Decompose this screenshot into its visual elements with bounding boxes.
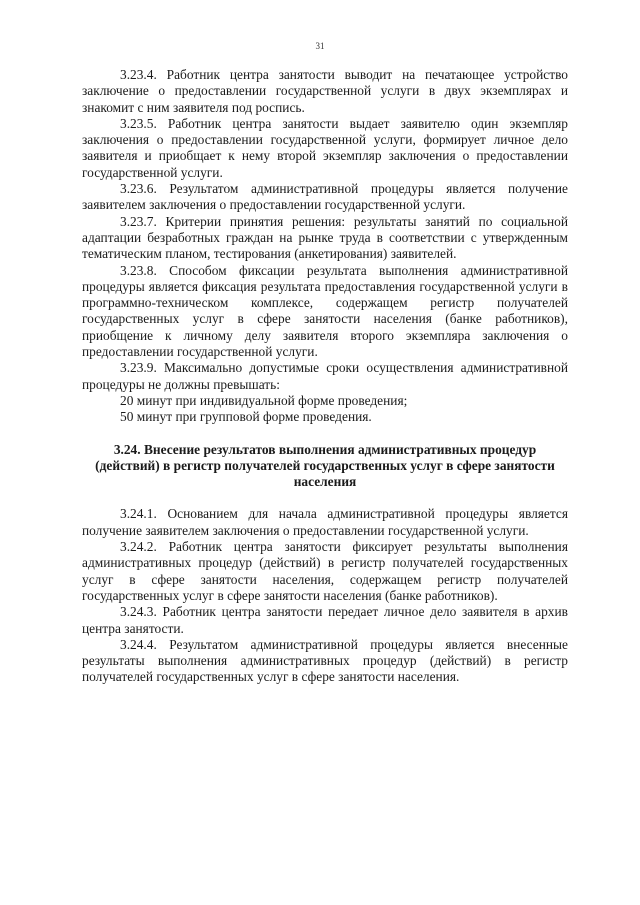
paragraph-3-23-4: 3.23.4. Работник центра занятости выводит на печатающее устройство заключение о предоставлении государственной услуги в двух экземплярах и знакомит с ним заявителя под роспись. — [82, 67, 568, 115]
spacer — [82, 490, 568, 506]
spacer — [82, 426, 568, 442]
paragraph-3-23-5: 3.23.5. Работник центра занятости выдает заявителю один экземпляр заключения о предоставлении государственной услуги, формирует личное дело заявителя и приобщает к нему второй экземпляр заключения о предоставлении государственной услуги. — [82, 115, 568, 180]
document-body — [82, 67, 568, 686]
section-heading-3-24: 3.24. Внесение результатов выполнения административных процедур (действий) в регистр получателей государственных услуг в сфере занятости населения — [95, 441, 555, 490]
paragraph-3-24-4: 3.24.4. Результатом административной процедуры является внесенные результаты выполнения административных процедур (действий) в регистр получателей государственных услуг в сфере занятости населения. — [82, 636, 568, 685]
page-number: 31 — [315, 41, 325, 51]
paragraph-3-23-8: 3.23.8. Способом фиксации результата выполнения административной процедуры является фиксация результата предоставления государственной услуги в программно-техническом комплексе, содержащем регистр получателей государственных услуг в сфере занятости населения (банке работников), приобщение к личному делу заявителя второго экземпляра заключения о предоставлении государственной услуги. — [82, 262, 568, 360]
paragraph-3-24-3: 3.24.3. Работник центра занятости передает личное дело заявителя в архив центра занятости. — [82, 604, 568, 636]
paragraph-3-23-6: 3.23.6. Результатом административной процедуры является получение заявителем заключения о предоставлении государственной услуги. — [82, 181, 568, 213]
paragraph-3-23-9: 3.23.9. Максимально допустимые сроки осуществления административной процедуры не должны превышать: — [82, 360, 568, 392]
time-limit-group: 50 минут при групповой форме проведения. — [120, 409, 372, 425]
paragraph-3-23-7: 3.23.7. Критерии принятия решения: результаты занятий по социальной адаптации безработных граждан на рынке труда в соответствии с утвержденным тематическим планом, тестирования (анкетирования) заявителей. — [82, 213, 568, 262]
paragraph-3-24-1: 3.24.1. Основанием для начала административной процедуры является получение заявителем заключения о предоставлении государственной услуги. — [82, 506, 568, 538]
paragraph-3-24-2: 3.24.2. Работник центра занятости фиксирует результаты выполнения административных процедур (действий) в регистр получателей государственных услуг в сфере занятости населения, содержащем регистр получателей государственных услуг в сфере занятости населения (банке работников). — [82, 539, 568, 603]
time-limit-individual: 20 минут при индивидуальной форме проведения; — [120, 392, 408, 408]
